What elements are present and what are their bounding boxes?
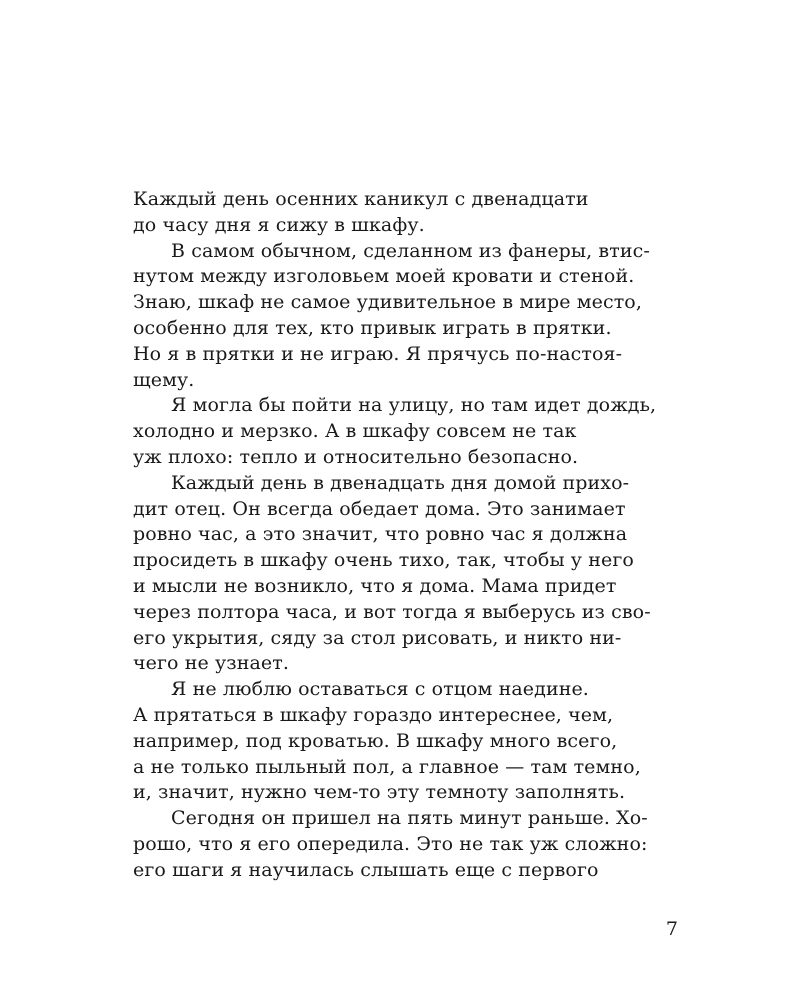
text-line: Сегодня он пришел на пять минут раньше. Хо- — [171, 807, 648, 830]
text-line: ровно час, а это значит, что ровно час я должна — [133, 523, 628, 546]
text-line: через полтора часа, и вот тогда я выберусь из сво- — [133, 600, 651, 623]
text-line: например, под кроватью. В шкафу много всего, — [133, 729, 618, 752]
text-line: нутом между изголовьем моей кровати и стеной. — [133, 265, 635, 288]
text-line: В самом обычном, сделанном из фанеры, втис- — [171, 239, 650, 262]
text-line: его укрытия, сяду за стол рисовать, и никто ни- — [133, 626, 622, 649]
text-line: Каждый день осенних каникул с двенадцати — [133, 188, 589, 210]
text-line: и, значит, нужно чем-то эту темноту заполнять. — [133, 781, 626, 804]
text-line: Каждый день в двенадцать дня домой прихо- — [171, 471, 630, 494]
text-line: холодно и мерзко. А в шкафу совсем не так — [133, 420, 577, 443]
text-line: щему. — [133, 368, 195, 391]
text-line: А прятаться в шкафу гораздо интереснее, чем, — [133, 703, 614, 726]
text-line: до часу дня я сижу в шкафу. — [133, 213, 425, 236]
text-line: Я могла бы пойти на улицу, но там идет дождь, — [171, 394, 657, 417]
body-text — [133, 187, 678, 884]
text-line: и мысли не возникло, что я дома. Мама придет — [133, 574, 617, 597]
text-line: Знаю, шкаф не самое удивительное в мире место, — [133, 291, 642, 314]
text-line: рошо, что я его опередила. Это не так уж сложно: — [133, 832, 648, 855]
text-line: чего не узнает. — [133, 652, 290, 675]
text-line: его шаги я научилась слышать еще с первого — [133, 858, 599, 881]
paragraph-4 — [133, 471, 678, 677]
paragraph-2 — [133, 239, 678, 394]
text-line: просидеть в шкафу очень тихо, так, чтобы у него — [133, 549, 634, 572]
text-line: а не только пыльный пол, а главное — там темно, — [133, 755, 641, 778]
paragraph-3 — [133, 393, 678, 470]
text-line: дит отец. Он всегда обедает дома. Это занимает — [133, 497, 626, 520]
paragraph-5 — [133, 677, 678, 806]
text-line: особенно для тех, кто привык играть в прятки. — [133, 316, 612, 339]
text-line: Я не люблю оставаться с отцом наедине. — [171, 678, 589, 701]
paragraph-6 — [133, 806, 678, 883]
text-line: Но я в прятки и не играю. Я прячусь по-настоя- — [133, 342, 623, 365]
page-number: 7 — [665, 918, 678, 940]
paragraph-1 — [133, 187, 678, 239]
text-line: уж плохо: тепло и относительно безопасно. — [133, 445, 579, 468]
